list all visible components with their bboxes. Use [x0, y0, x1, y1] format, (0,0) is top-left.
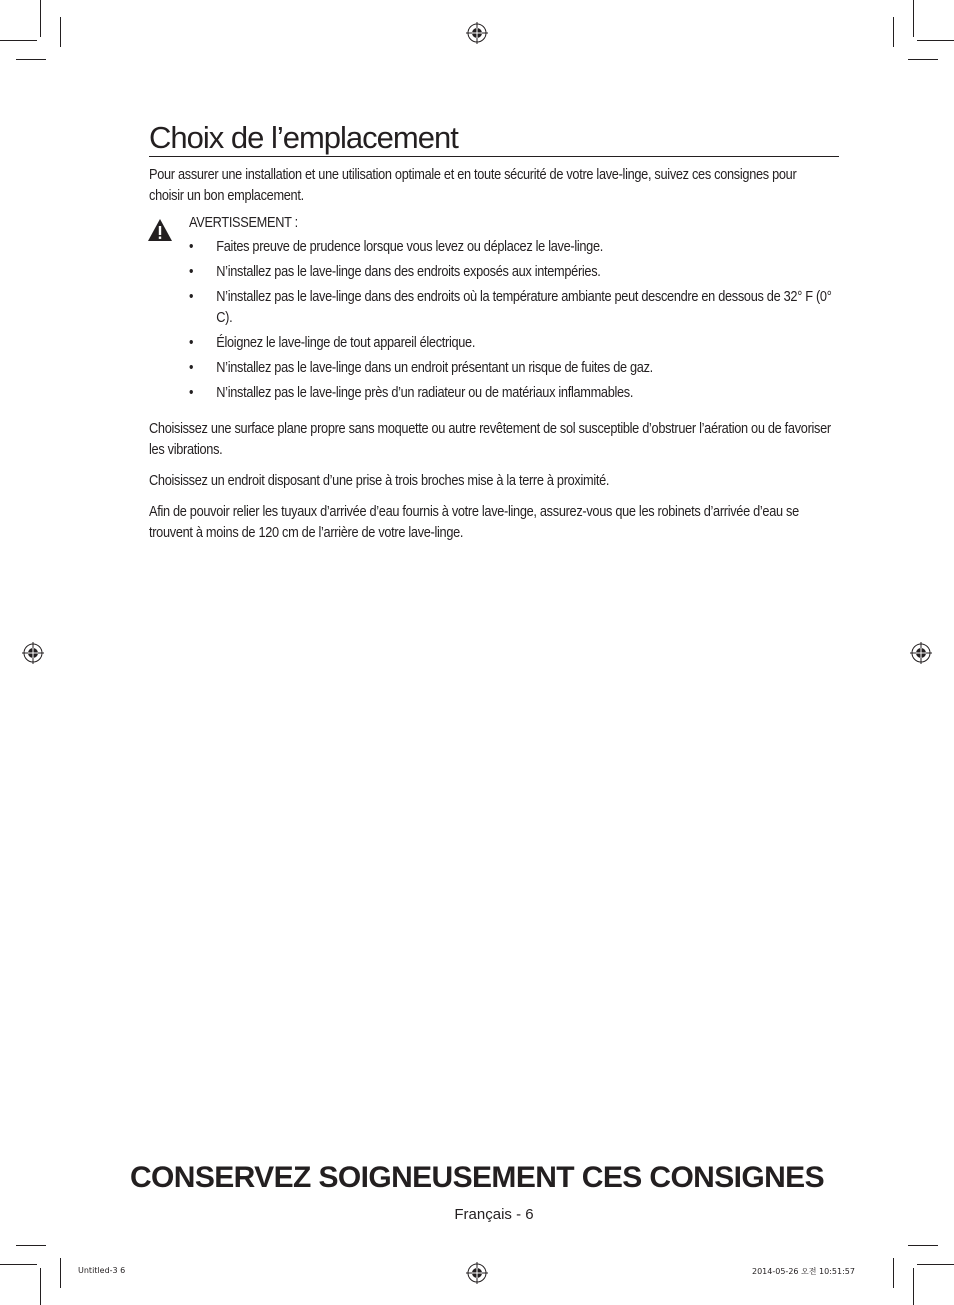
warning-list — [189, 237, 924, 408]
list-item-text: N’installez pas le lave-linge dans des endroits où la température ambiante peut descendre en dessous de 32° F (0° C). — [216, 289, 832, 326]
crop-mark — [16, 59, 46, 60]
crop-mark — [908, 59, 938, 60]
crop-mark — [0, 1264, 37, 1265]
crop-mark — [917, 1264, 954, 1265]
list-item-text: Faites preuve de prudence lorsque vous levez ou déplacez le lave-linge. — [216, 239, 603, 255]
warning-triangle-icon — [147, 218, 173, 242]
list-item — [189, 383, 836, 404]
registration-mark-icon — [910, 642, 932, 664]
list-item — [189, 358, 836, 379]
bullet: • — [189, 335, 194, 351]
crop-mark — [913, 1268, 914, 1305]
list-item-text: N’installez pas le lave-linge dans un endroit présentant un risque de fuites de gaz. — [216, 360, 653, 376]
crop-mark — [60, 17, 61, 47]
bullet: • — [189, 264, 194, 280]
crop-mark — [40, 1268, 41, 1305]
list-item-text: N’installez pas le lave-linge près d’un radiateur ou de matériaux inflammables. — [216, 385, 634, 401]
bullet: • — [189, 385, 194, 401]
list-item-text: Éloignez le lave-linge de tout appareil électrique. — [216, 335, 476, 351]
registration-mark-icon — [466, 1262, 488, 1284]
crop-mark — [908, 1245, 938, 1246]
water-supply-paragraph: Afin de pouvoir relier les tuyaux d’arrivée d’eau fournis à votre lave-linge, assurez-vous que les robinets d’arrivée d’eau se trouvent à moins de 120 cm de l’arrière de votre lave-linge. — [149, 504, 799, 541]
crop-mark — [893, 17, 894, 47]
list-item — [189, 237, 836, 258]
bullet: • — [189, 239, 194, 255]
registration-mark-icon — [466, 22, 488, 44]
crop-mark — [917, 40, 954, 41]
print-slug-right: 2014-05-26 오전 10:51:57 — [752, 1267, 855, 1276]
crop-mark — [16, 1245, 46, 1246]
page-title: Choix de l’emplacement — [149, 120, 839, 157]
bullet: • — [189, 289, 194, 305]
list-item — [189, 287, 836, 329]
bullet: • — [189, 360, 194, 376]
footer-banner: CONSERVEZ SOIGNEUSEMENT CES CONSIGNES — [129, 1161, 825, 1194]
outlet-paragraph: Choisissez un endroit disposant d’une prise à trois broches mise à la terre à proximité. — [149, 473, 610, 489]
page-number: Français - 6 — [454, 1206, 534, 1223]
intro-paragraph: Pour assurer une installation et une utilisation optimale et en toute sécurité de votre lave-linge, suivez ces consignes pour choisir un bon emplacement. — [149, 167, 797, 204]
surface-paragraph: Choisissez une surface plane propre sans moquette ou autre revêtement de sol susceptible d’obstruer l’aération ou de favoriser les vibrations. — [149, 421, 831, 458]
list-item-text: N’installez pas le lave-linge dans des endroits exposés aux intempéries. — [216, 264, 601, 280]
crop-mark — [893, 1258, 894, 1288]
crop-mark — [913, 0, 914, 37]
crop-mark — [60, 1258, 61, 1288]
crop-mark — [0, 40, 37, 41]
print-slug-left: Untitled-3 6 — [78, 1266, 126, 1275]
crop-mark — [40, 0, 41, 37]
warning-heading: AVERTISSEMENT : — [189, 215, 298, 231]
list-item — [189, 333, 836, 354]
list-item — [189, 262, 836, 283]
registration-mark-icon — [22, 642, 44, 664]
